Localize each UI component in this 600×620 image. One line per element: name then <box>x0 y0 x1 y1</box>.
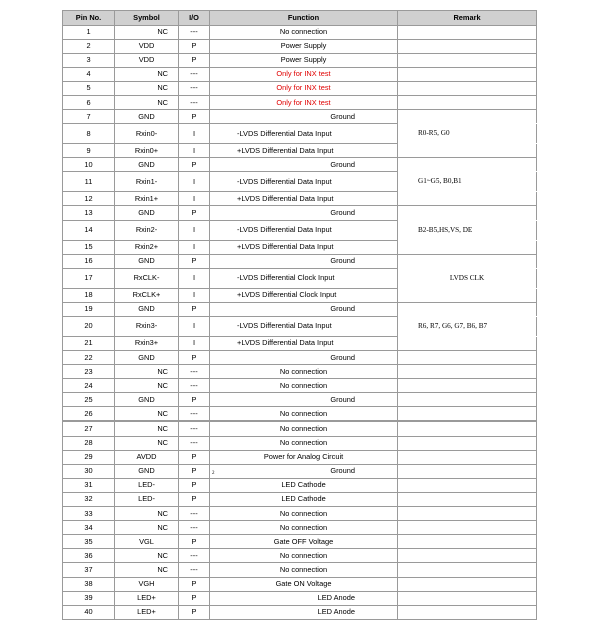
io-type-cell: P <box>179 450 210 464</box>
table-row <box>63 220 537 240</box>
pin-number-cell: 14 <box>63 220 115 240</box>
pin-number-cell: 21 <box>63 336 115 350</box>
function-cell: Ground <box>210 393 398 407</box>
symbol-cell: LED+ <box>115 591 179 605</box>
table-row <box>63 254 537 268</box>
header-symbol: Symbol <box>115 11 179 26</box>
pin-number-cell: 11 <box>63 172 115 192</box>
table-row <box>63 365 537 379</box>
pin-number-cell: 30 <box>63 464 115 478</box>
io-type-cell: --- <box>179 407 210 422</box>
symbol-cell: GND <box>115 393 179 407</box>
io-type-cell: P <box>179 605 210 619</box>
remark-cell <box>398 535 537 549</box>
io-type-cell: --- <box>179 67 210 81</box>
io-type-cell: --- <box>179 436 210 450</box>
header-io: I/O <box>179 11 210 26</box>
io-type-cell: --- <box>179 379 210 393</box>
remark-cell <box>398 379 537 393</box>
io-type-cell: --- <box>179 507 210 521</box>
function-cell: +LVDS Differential Data Input <box>210 144 398 158</box>
table-row <box>63 158 537 172</box>
pin-number-cell: 2 <box>63 39 115 53</box>
pin-number-cell: 35 <box>63 535 115 549</box>
function-cell: No connection <box>210 436 398 450</box>
pin-number-cell: 18 <box>63 288 115 302</box>
remark-cell <box>398 450 537 464</box>
io-type-cell: --- <box>179 25 210 39</box>
symbol-cell: GND <box>115 351 179 365</box>
io-type-cell: I <box>179 124 210 144</box>
table-row <box>63 507 537 521</box>
table-row <box>63 268 537 288</box>
function-cell: Ground <box>210 158 398 172</box>
remark-cell: G1~G5, B0,B1 <box>398 172 537 192</box>
function-cell: No connection <box>210 507 398 521</box>
table-row <box>63 110 537 124</box>
function-cell: No connection <box>210 407 398 422</box>
function-cell: +LVDS Differential Data Input <box>210 240 398 254</box>
pin-number-cell: 38 <box>63 577 115 591</box>
symbol-cell: GND <box>115 302 179 316</box>
function-cell: -LVDS Differential Data Input <box>210 220 398 240</box>
remark-cell <box>398 549 537 563</box>
remark-cell: B2-B5,HS,VS, DE <box>398 220 537 240</box>
remark-cell <box>398 407 537 422</box>
function-cell: -LVDS Differential Data Input <box>210 316 398 336</box>
function-cell: No connection <box>210 379 398 393</box>
remark-cell <box>398 158 537 172</box>
io-type-cell: P <box>179 302 210 316</box>
table-row <box>63 144 537 158</box>
symbol-cell: NC <box>115 521 179 535</box>
symbol-cell: GND <box>115 464 179 478</box>
table-row <box>63 39 537 53</box>
symbol-cell: LED+ <box>115 605 179 619</box>
pin-assignment-table <box>62 10 537 620</box>
symbol-cell: LED- <box>115 478 179 492</box>
remark-cell <box>398 192 537 206</box>
table-row <box>63 25 537 39</box>
remark-cell <box>398 421 537 436</box>
pin-number-cell: 4 <box>63 67 115 81</box>
pin-number-cell: 20 <box>63 316 115 336</box>
function-cell: Power Supply <box>210 53 398 67</box>
function-cell: Ground <box>210 254 398 268</box>
io-type-cell: I <box>179 192 210 206</box>
pin-number-cell: 13 <box>63 206 115 220</box>
pin-number-cell: 10 <box>63 158 115 172</box>
pin-number-cell: 33 <box>63 507 115 521</box>
table-row <box>63 563 537 577</box>
io-type-cell: I <box>179 220 210 240</box>
pin-number-cell: 23 <box>63 365 115 379</box>
function-cell: No connection <box>210 25 398 39</box>
symbol-cell: GND <box>115 206 179 220</box>
symbol-cell: RxCLK- <box>115 268 179 288</box>
io-type-cell: --- <box>179 563 210 577</box>
symbol-cell: Rxin0- <box>115 124 179 144</box>
symbol-cell: NC <box>115 95 179 109</box>
function-cell: Gate OFF Voltage <box>210 535 398 549</box>
function-cell: -LVDS Differential Data Input <box>210 172 398 192</box>
io-type-cell: P <box>179 254 210 268</box>
symbol-cell: NC <box>115 549 179 563</box>
remark-cell <box>398 478 537 492</box>
function-cell: No connection <box>210 563 398 577</box>
io-type-cell: I <box>179 336 210 350</box>
table-row <box>63 549 537 563</box>
pin-number-cell: 12 <box>63 192 115 206</box>
table-row <box>63 379 537 393</box>
symbol-cell: NC <box>115 365 179 379</box>
table-row <box>63 393 537 407</box>
symbol-cell: Rxin1+ <box>115 192 179 206</box>
io-type-cell: I <box>179 268 210 288</box>
remark-cell <box>398 336 537 350</box>
table-row <box>63 206 537 220</box>
symbol-cell: AVDD <box>115 450 179 464</box>
function-cell: Power for Analog Circuit <box>210 450 398 464</box>
table-row <box>63 577 537 591</box>
symbol-cell: VGL <box>115 535 179 549</box>
pin-number-cell: 7 <box>63 110 115 124</box>
function-cell: Ground <box>210 302 398 316</box>
symbol-cell: VDD <box>115 39 179 53</box>
function-cell: +LVDS Differential Clock Input <box>210 288 398 302</box>
function-cell: -LVDS Differential Data Input <box>210 124 398 144</box>
header-function: Function <box>210 11 398 26</box>
table-row <box>63 172 537 192</box>
remark-cell <box>398 81 537 95</box>
remark-cell <box>398 365 537 379</box>
table-row <box>63 81 537 95</box>
table-row <box>63 192 537 206</box>
function-cell: Ground <box>210 206 398 220</box>
function-cell: Only for INX test <box>210 81 398 95</box>
table-row <box>63 492 537 506</box>
pin-number-cell: 36 <box>63 549 115 563</box>
table-header-row <box>63 11 537 26</box>
function-cell: No connection <box>210 549 398 563</box>
remark-cell <box>398 605 537 619</box>
pin-number-cell: 17 <box>63 268 115 288</box>
remark-cell: LVDS CLK <box>398 268 537 288</box>
io-type-cell: --- <box>179 365 210 379</box>
table-row <box>63 124 537 144</box>
table-row <box>63 95 537 109</box>
io-type-cell: I <box>179 316 210 336</box>
function-cell: LED Cathode <box>210 478 398 492</box>
table-row <box>63 67 537 81</box>
symbol-cell: NC <box>115 507 179 521</box>
symbol-cell: Rxin2+ <box>115 240 179 254</box>
io-type-cell: --- <box>179 81 210 95</box>
io-type-cell: P <box>179 492 210 506</box>
table-row <box>63 421 537 436</box>
symbol-cell: NC <box>115 67 179 81</box>
function-cell: Ground <box>210 351 398 365</box>
function-cell: Only for INX test <box>210 95 398 109</box>
pin-number-cell: 39 <box>63 591 115 605</box>
io-type-cell: P <box>179 158 210 172</box>
table-row <box>63 316 537 336</box>
pin-number-cell: 26 <box>63 407 115 422</box>
io-type-cell: I <box>179 144 210 158</box>
remark-cell <box>398 521 537 535</box>
table-row <box>63 464 537 478</box>
io-type-cell: P <box>179 478 210 492</box>
remark-cell <box>398 95 537 109</box>
header-remark: Remark <box>398 11 537 26</box>
function-cell: LED Anode <box>210 591 398 605</box>
symbol-cell: NC <box>115 421 179 436</box>
function-cell: Gate ON Voltage <box>210 577 398 591</box>
table-row <box>63 605 537 619</box>
io-type-cell: P <box>179 577 210 591</box>
function-cell: LED Anode <box>210 605 398 619</box>
symbol-cell: Rxin2- <box>115 220 179 240</box>
function-cell: Only for INX test <box>210 67 398 81</box>
pin-number-cell: 29 <box>63 450 115 464</box>
symbol-cell: Rxin1- <box>115 172 179 192</box>
pin-number-cell: 40 <box>63 605 115 619</box>
pin-number-cell: 19 <box>63 302 115 316</box>
remark-cell <box>398 67 537 81</box>
pin-table-container <box>62 10 536 620</box>
pin-number-cell: 28 <box>63 436 115 450</box>
function-cell: No connection <box>210 365 398 379</box>
pin-number-cell: 9 <box>63 144 115 158</box>
symbol-cell: NC <box>115 25 179 39</box>
io-type-cell: P <box>179 351 210 365</box>
remark-cell <box>398 464 537 478</box>
symbol-cell: GND <box>115 158 179 172</box>
io-type-cell: --- <box>179 421 210 436</box>
pin-number-cell: 22 <box>63 351 115 365</box>
remark-cell <box>398 591 537 605</box>
io-type-cell: P <box>179 53 210 67</box>
symbol-cell: LED- <box>115 492 179 506</box>
remark-cell <box>398 53 537 67</box>
symbol-cell: RxCLK+ <box>115 288 179 302</box>
io-type-cell: I <box>179 288 210 302</box>
function-cell: No connection <box>210 421 398 436</box>
io-type-cell: --- <box>179 549 210 563</box>
function-cell: -LVDS Differential Clock Input <box>210 268 398 288</box>
table-row <box>63 535 537 549</box>
io-type-cell: --- <box>179 521 210 535</box>
pin-number-cell: 3 <box>63 53 115 67</box>
io-type-cell: I <box>179 172 210 192</box>
io-type-cell: P <box>179 464 210 478</box>
function-cell: LED Cathode <box>210 492 398 506</box>
io-type-cell: P <box>179 393 210 407</box>
symbol-cell: NC <box>115 563 179 577</box>
function-cell: Ground <box>210 110 398 124</box>
symbol-cell: Rxin0+ <box>115 144 179 158</box>
pin-number-cell: 24 <box>63 379 115 393</box>
remark-cell <box>398 25 537 39</box>
pin-number-cell: 37 <box>63 563 115 577</box>
symbol-cell: VDD <box>115 53 179 67</box>
table-row <box>63 351 537 365</box>
symbol-cell: NC <box>115 379 179 393</box>
function-cell: No connection <box>210 521 398 535</box>
table-row <box>63 436 537 450</box>
remark-cell <box>398 254 537 268</box>
remark-cell <box>398 110 537 124</box>
io-type-cell: P <box>179 206 210 220</box>
footnote-mark: 2 <box>212 471 215 476</box>
table-row <box>63 521 537 535</box>
table-row <box>63 450 537 464</box>
pin-number-cell: 16 <box>63 254 115 268</box>
pin-number-cell: 32 <box>63 492 115 506</box>
remark-cell: R0-R5, G0 <box>398 124 537 144</box>
table-row <box>63 288 537 302</box>
remark-cell <box>398 39 537 53</box>
symbol-cell: GND <box>115 254 179 268</box>
symbol-cell: Rxin3- <box>115 316 179 336</box>
pin-number-cell: 27 <box>63 421 115 436</box>
pin-number-cell: 25 <box>63 393 115 407</box>
remark-cell <box>398 206 537 220</box>
table-row <box>63 336 537 350</box>
symbol-cell: Rxin3+ <box>115 336 179 350</box>
remark-cell <box>398 288 537 302</box>
symbol-cell: VGH <box>115 577 179 591</box>
table-row <box>63 591 537 605</box>
remark-cell <box>398 302 537 316</box>
header-pin-no: Pin No. <box>63 11 115 26</box>
pin-number-cell: 5 <box>63 81 115 95</box>
pin-number-cell: 8 <box>63 124 115 144</box>
symbol-cell: NC <box>115 407 179 422</box>
remark-cell <box>398 507 537 521</box>
table-row <box>63 407 537 422</box>
remark-cell: R6, R7, G6, G7, B6, B7 <box>398 316 537 336</box>
table-row <box>63 302 537 316</box>
pin-number-cell: 15 <box>63 240 115 254</box>
io-type-cell: P <box>179 535 210 549</box>
function-cell: +LVDS Differential Data Input <box>210 192 398 206</box>
pin-number-cell: 34 <box>63 521 115 535</box>
remark-cell <box>398 144 537 158</box>
remark-cell <box>398 563 537 577</box>
pin-table-body <box>63 25 537 619</box>
remark-cell <box>398 240 537 254</box>
remark-cell <box>398 393 537 407</box>
remark-cell <box>398 492 537 506</box>
function-cell: +LVDS Differential Data Input <box>210 336 398 350</box>
io-type-cell: P <box>179 110 210 124</box>
io-type-cell: P <box>179 591 210 605</box>
table-row <box>63 240 537 254</box>
io-type-cell: I <box>179 240 210 254</box>
table-row <box>63 53 537 67</box>
symbol-cell: NC <box>115 436 179 450</box>
table-row <box>63 478 537 492</box>
pin-number-cell: 6 <box>63 95 115 109</box>
remark-cell <box>398 436 537 450</box>
remark-cell <box>398 351 537 365</box>
io-type-cell: --- <box>179 95 210 109</box>
symbol-cell: GND <box>115 110 179 124</box>
io-type-cell: P <box>179 39 210 53</box>
function-cell: Power Supply <box>210 39 398 53</box>
remark-cell <box>398 577 537 591</box>
function-cell: Ground <box>210 464 398 478</box>
pin-number-cell: 31 <box>63 478 115 492</box>
symbol-cell: NC <box>115 81 179 95</box>
pin-number-cell: 1 <box>63 25 115 39</box>
